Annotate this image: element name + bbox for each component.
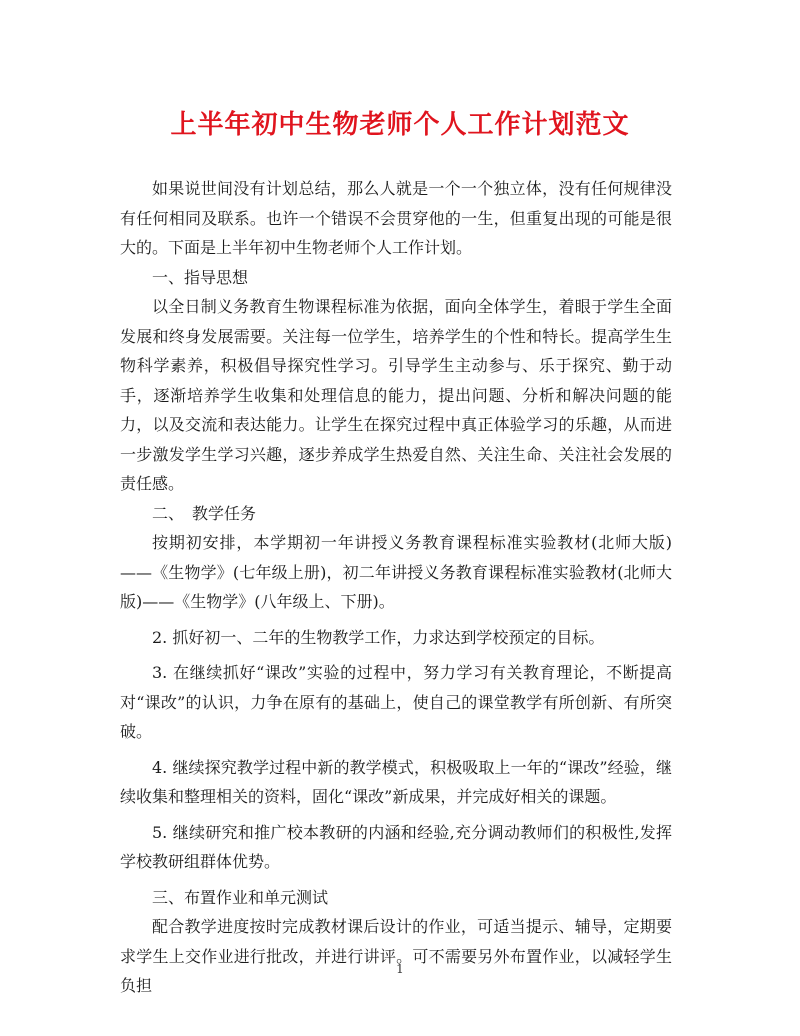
section-heading-guiding-ideology: 一、指导思想 [152,267,249,287]
document-body [120,174,672,1001]
teaching-task-item-3: 3. 在继续抓好“课改”实验的过程中，努力学习有关教育理论，不断提高对“课改”的认识，力争在原有的基础上，使自己的课堂教学有所创新、有所突破。 [120,663,672,741]
document-title: 上半年初中生物老师个人工作计划范文 [170,110,630,140]
teaching-task-item-1: 按期初安排，本学期初一年讲授义务教育课程标准实验教材(北师大版)——《生物学》(七年级上册)，初二年讲授义务教育课程标准实验教材(北师大版)——《生物学》(八年级上、下册)。 [120,533,672,611]
section-heading-teaching-tasks: 二、 教学任务 [152,503,257,523]
teaching-task-item-5: 5. 继续研究和推广校本教研的内涵和经验,充分调动教师们的积极性,发挥学校教研组群体优势。 [120,822,672,871]
page-number: 1 [396,962,404,976]
intro-paragraph: 如果说世间没有计划总结，那么人就是一个一个独立体，没有任何规律没有任何相同及联系。也许一个错误不会贯穿他的一生，但重复出现的可能是很大的。下面是上半年初中生物老师个人工作计划。 [120,179,672,257]
section-paragraph-guiding-ideology: 以全日制义务教育生物课程标准为依据，面向全体学生，着眼于学生全面发展和终身发展需要。关注每一位学生，培养学生的个性和特长。提高学生生物科学素养，积极倡导探究性学习。引导学生主动参与、乐于探究、勤于动手，逐渐培养学生收集和处理信息的能力，提出问题、分析和解决问题的能力，以及交流和表达能力。让学生在探究过程中真正体验学习的乐趣，从而进一步激发学生学习兴趣，逐步养成学生热爱自然、关注生命、关注社会发展的责任感。 [120,297,672,493]
teaching-task-item-2: 2. 抓好初一、二年的生物教学工作，力求达到学校预定的目标。 [152,627,605,647]
teaching-task-item-4: 4. 继续探究教学过程中新的教学模式，积极吸取上一年的“课改”经验，继续收集和整理相关的资料，固化“课改”新成果，并完成好相关的课题。 [120,757,672,806]
section-heading-homework-tests: 三、布置作业和单元测试 [152,887,329,907]
section-paragraph-homework-tests: 配合教学进度按时完成教材课后设计的作业，可适当提示、辅导，定期要求学生上交作业进行批改，并进行讲评。可不需要另外布置作业，以减轻学生负担 [120,917,672,995]
